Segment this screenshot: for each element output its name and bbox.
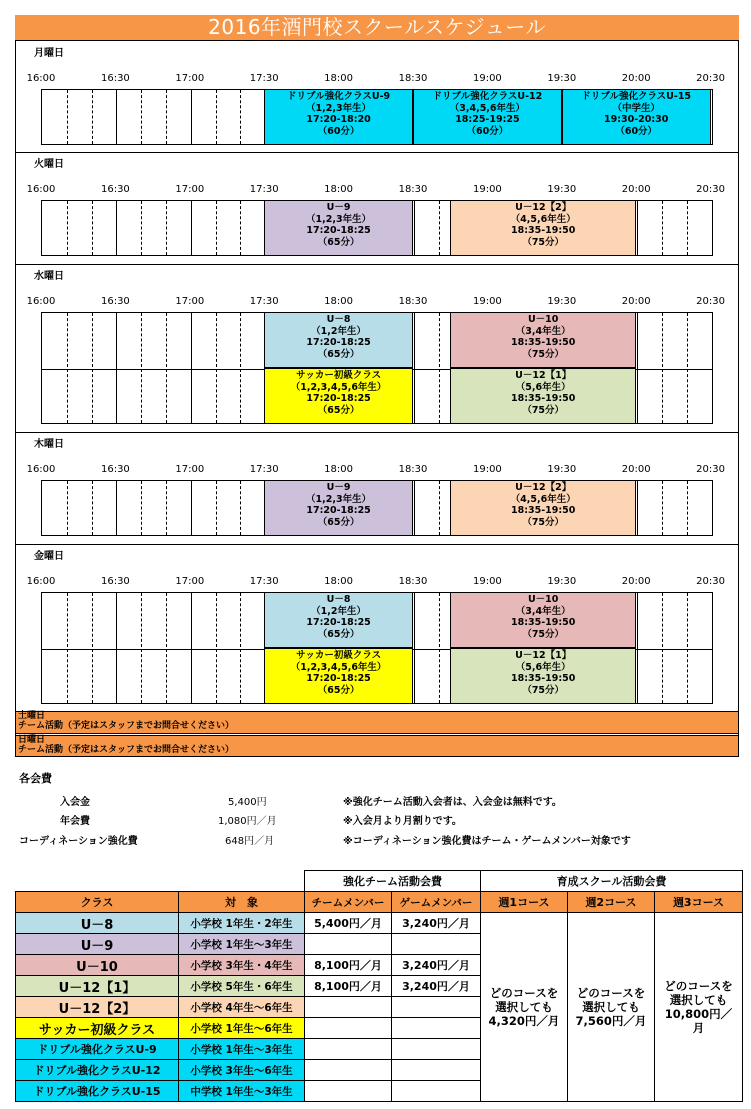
grid-line: [166, 90, 167, 144]
time-label: 19:00: [472, 184, 502, 195]
class-block-line: 18:35-19:50: [510, 393, 576, 404]
class-block-line: 18:35-19:50: [510, 673, 576, 684]
grid-line: [191, 313, 192, 423]
team-fee-cell: [305, 1018, 392, 1039]
page-title: 2016年酒門校スクールスケジュール: [15, 15, 739, 40]
class-block-line: （60分）: [317, 125, 360, 137]
time-label: 17:30: [249, 296, 279, 307]
class-block-line: （5,6年生）: [515, 661, 571, 673]
grid-line: [191, 90, 192, 144]
grid-line: [240, 313, 241, 423]
team-fee-cell: 5,400円／月: [305, 913, 392, 934]
game-fee-cell: [392, 997, 481, 1018]
class-block-line: （75分）: [522, 236, 565, 248]
grid-line: [141, 201, 142, 255]
class-block-line: 17:20-18:25: [306, 505, 371, 516]
time-label: 18:00: [324, 184, 354, 195]
time-label: 19:00: [472, 576, 502, 587]
time-label: 17:00: [175, 296, 205, 307]
class-block-line: （中学生）: [612, 102, 660, 114]
class-block-line: 17:20-18:25: [306, 617, 371, 628]
time-label: 17:30: [249, 73, 279, 84]
class-cell: U－12【1】: [16, 976, 179, 997]
team-fee-cell: 8,100円／月: [305, 976, 392, 997]
grid-line: [662, 593, 663, 703]
class-block: [264, 480, 413, 536]
grid-line: [414, 481, 415, 535]
weekend-row: [15, 711, 739, 734]
time-label: 17:00: [175, 184, 205, 195]
time-label: 18:00: [324, 576, 354, 587]
game-fee-cell: 3,240円／月: [392, 955, 481, 976]
class-block-line: サッカー初級クラス: [296, 370, 382, 381]
class-block: [264, 89, 413, 145]
weekend-day: 日曜日: [18, 735, 46, 745]
grid-line: [92, 90, 93, 144]
column-header: チームメンバー: [305, 892, 392, 913]
fee-label: 入会金: [60, 797, 90, 808]
time-label: 19:30: [547, 296, 577, 307]
weekend-row: [15, 735, 739, 757]
grid-line: [116, 201, 117, 255]
group-heading: 育成スクール活動会費: [481, 871, 743, 892]
class-block-line: （65分）: [317, 236, 360, 248]
target-cell: 小学校 1年生～6年生: [179, 1018, 305, 1039]
target-cell: 小学校 3年生～6年生: [179, 1060, 305, 1081]
grid-line: [439, 593, 440, 703]
day-divider: [16, 432, 738, 433]
grid-line: [116, 593, 117, 703]
class-block-line: サッカー初級クラス: [296, 650, 382, 661]
grid-line: [191, 201, 192, 255]
team-fee-cell: [305, 1060, 392, 1081]
grid-line: [637, 593, 638, 703]
grid-line: [116, 90, 117, 144]
time-label: 19:00: [472, 296, 502, 307]
grid-line: [637, 481, 638, 535]
fee-table: [15, 870, 743, 1102]
class-block-line: 18:35-19:50: [510, 337, 576, 348]
grid-line: [92, 481, 93, 535]
game-fee-cell: 3,240円／月: [392, 913, 481, 934]
class-block-line: ドリブル強化クラスU-12: [432, 91, 543, 102]
class-block-line: （1,2,3,4,5,6年生）: [290, 381, 387, 393]
class-block-line: （60分）: [466, 125, 509, 137]
team-fee-cell: [305, 934, 392, 955]
class-block-line: 19:30-20:30: [603, 114, 669, 125]
weekend-day: 土曜日: [18, 711, 46, 721]
time-label: 19:00: [472, 73, 502, 84]
class-block: [413, 89, 562, 145]
time-label: 20:00: [621, 464, 651, 475]
class-block-line: （75分）: [522, 348, 565, 360]
class-cell: サッカー初級クラス: [16, 1018, 179, 1039]
grid-line: [216, 481, 217, 535]
class-block-line: 18:25-19:25: [455, 114, 520, 125]
day-divider: [16, 544, 738, 545]
class-block-line: ドリブル強化クラスU-15: [581, 91, 692, 102]
grid-line: [141, 593, 142, 703]
time-label: 20:30: [696, 464, 726, 475]
class-block-line: U－9: [326, 482, 351, 493]
class-block-line: （65分）: [317, 404, 360, 416]
fee-note: ※強化チーム活動入会者は、入会金は無料です。: [343, 797, 562, 808]
target-cell: 小学校 4年生～6年生: [179, 997, 305, 1018]
time-label: 19:30: [547, 464, 577, 475]
time-label: 16:00: [26, 576, 56, 587]
class-block-line: （65分）: [317, 628, 360, 640]
day-name: 金曜日: [34, 551, 64, 562]
column-header: 週1コース: [481, 892, 568, 913]
class-block: [264, 648, 413, 704]
fee-value: 1,080円／月: [218, 816, 277, 827]
time-label: 18:00: [324, 464, 354, 475]
game-fee-cell: [392, 1081, 481, 1102]
class-block: [264, 368, 413, 424]
class-block-line: U－12【2】: [515, 482, 572, 493]
grid-line: [216, 201, 217, 255]
class-block-line: （75分）: [522, 404, 565, 416]
grid-line: [687, 313, 688, 423]
grid-line: [67, 90, 68, 144]
class-block-line: 17:20-18:25: [306, 673, 371, 684]
fee-table-group-row: [16, 871, 743, 892]
grid-line: [687, 593, 688, 703]
class-block: [264, 200, 413, 256]
class-block-line: U－12【1】: [515, 650, 572, 661]
grid-line: [439, 481, 440, 535]
time-label: 17:30: [249, 576, 279, 587]
grid-line: [240, 90, 241, 144]
target-cell: 小学校 1年生～3年生: [179, 934, 305, 955]
class-block-line: （1,2,3年生）: [306, 102, 372, 114]
class-block-line: （65分）: [317, 684, 360, 696]
grid-line: [166, 201, 167, 255]
time-label: 16:30: [100, 184, 130, 195]
time-label: 16:30: [100, 296, 130, 307]
time-label: 20:00: [621, 73, 651, 84]
time-label: 19:30: [547, 576, 577, 587]
grid-line: [662, 313, 663, 423]
grid-line: [240, 201, 241, 255]
class-block-line: （3,4年生）: [515, 605, 571, 617]
grid-line: [92, 593, 93, 703]
day-name: 月曜日: [34, 48, 64, 59]
day-name: 木曜日: [34, 439, 64, 450]
class-block-line: （5,6年生）: [515, 381, 571, 393]
grid-line: [637, 201, 638, 255]
fee-note: ※入会月より月割りです。: [343, 816, 462, 827]
team-fee-cell: [305, 1039, 392, 1060]
class-block-line: U－10: [527, 594, 559, 605]
grid-line: [67, 593, 68, 703]
grid-line: [191, 481, 192, 535]
class-block-line: U－10: [527, 314, 559, 325]
class-cell: ドリブル強化クラスU-12: [16, 1060, 179, 1081]
time-label: 16:00: [26, 184, 56, 195]
target-cell: 中学校 1年生～3年生: [179, 1081, 305, 1102]
target-cell: 小学校 5年生・6年生: [179, 976, 305, 997]
grid-line: [141, 90, 142, 144]
day-divider: [16, 152, 738, 153]
grid-line: [141, 481, 142, 535]
game-fee-cell: [392, 1060, 481, 1081]
fee-label: 年会費: [60, 816, 90, 827]
grid-line: [166, 481, 167, 535]
time-label: 17:00: [175, 464, 205, 475]
time-label: 20:30: [696, 184, 726, 195]
class-block: [450, 368, 636, 424]
class-block-line: 17:20-18:25: [306, 225, 371, 236]
class-block-line: （4,5,6年生）: [510, 213, 576, 225]
grid-line: [166, 593, 167, 703]
group-heading: 強化チーム活動会費: [305, 871, 481, 892]
course-fee-cell: どのコースを選択しても4,320円／月: [481, 913, 568, 1102]
fee-value: 648円／月: [225, 836, 275, 847]
grid-line: [216, 313, 217, 423]
grid-line: [67, 313, 68, 423]
class-block-line: （1,2年生）: [311, 325, 366, 337]
grid-line: [67, 481, 68, 535]
target-cell: 小学校 3年生・4年生: [179, 955, 305, 976]
grid-line: [166, 313, 167, 423]
grid-line: [414, 593, 415, 703]
class-block-line: 17:20-18:25: [306, 393, 371, 404]
class-block-line: ドリブル強化クラスU-9: [287, 91, 391, 102]
class-block-line: （1,2,3,4,5,6年生）: [290, 661, 387, 673]
time-label: 17:00: [175, 73, 205, 84]
time-label: 19:00: [472, 464, 502, 475]
grid-line: [240, 481, 241, 535]
class-cell: ドリブル強化クラスU-9: [16, 1039, 179, 1060]
fee-table-header-row: [16, 892, 743, 913]
team-fee-cell: [305, 1081, 392, 1102]
column-header: 週2コース: [568, 892, 655, 913]
time-label: 17:30: [249, 464, 279, 475]
time-label: 16:30: [100, 73, 130, 84]
target-cell: 小学校 1年生・2年生: [179, 913, 305, 934]
grid-line: [439, 201, 440, 255]
blank-cell: [16, 871, 305, 892]
time-label: 16:00: [26, 73, 56, 84]
time-label: 18:30: [398, 296, 428, 307]
class-block: [450, 592, 636, 648]
grid-line: [216, 90, 217, 144]
class-block-line: （60分）: [615, 125, 658, 137]
course-fee-cell: どのコースを選択しても7,560円／月: [568, 913, 655, 1102]
grid-line: [92, 201, 93, 255]
team-fee-cell: 8,100円／月: [305, 955, 392, 976]
column-header: クラス: [16, 892, 179, 913]
class-block-line: 17:20-18:25: [306, 337, 371, 348]
time-label: 18:30: [398, 576, 428, 587]
time-label: 20:30: [696, 296, 726, 307]
grid-line: [116, 313, 117, 423]
class-block-line: （1,2,3年生）: [306, 213, 372, 225]
class-cell: U－8: [16, 913, 179, 934]
grid-line: [687, 201, 688, 255]
time-label: 20:00: [621, 576, 651, 587]
class-block-line: U－12【2】: [515, 202, 572, 213]
class-block-line: U－12【1】: [515, 370, 572, 381]
class-block: [450, 312, 636, 368]
fee-note: ※コーディネーション強化費はチーム・ゲームメンバー対象です: [343, 836, 631, 847]
fees-heading: 各会費: [19, 772, 52, 785]
class-block: [450, 480, 636, 536]
game-fee-cell: 3,240円／月: [392, 976, 481, 997]
time-label: 18:30: [398, 73, 428, 84]
class-block-line: （1,2,3年生）: [306, 493, 372, 505]
grid-line: [439, 313, 440, 423]
grid-line: [662, 481, 663, 535]
grid-line: [637, 313, 638, 423]
time-label: 20:30: [696, 576, 726, 587]
time-label: 18:00: [324, 73, 354, 84]
course-fee-cell: どのコースを選択しても10,800円／月: [655, 913, 743, 1102]
weekend-note: チーム活動（予定はスタッフまでお問合せください）: [18, 720, 235, 731]
column-header: ゲームメンバー: [392, 892, 481, 913]
class-block-line: （3,4,5,6年生）: [449, 102, 526, 114]
class-block-line: 17:20-18:20: [306, 114, 371, 125]
class-block-line: 18:35-19:50: [510, 617, 576, 628]
class-block-line: （75分）: [522, 628, 565, 640]
class-block-line: （3,4年生）: [515, 325, 571, 337]
weekend-note: チーム活動（予定はスタッフまでお問合せください）: [18, 744, 235, 755]
class-block-line: （65分）: [317, 348, 360, 360]
time-label: 16:00: [26, 296, 56, 307]
class-block: [264, 592, 413, 648]
class-block-line: （4,5,6年生）: [510, 493, 576, 505]
fee-value: 5,400円: [228, 797, 267, 808]
time-label: 20:00: [621, 184, 651, 195]
class-block-line: （1,2年生）: [311, 605, 366, 617]
grid-line: [662, 201, 663, 255]
target-cell: 小学校 1年生～3年生: [179, 1039, 305, 1060]
class-block-line: （75分）: [522, 516, 565, 528]
time-label: 20:00: [621, 296, 651, 307]
time-label: 17:00: [175, 576, 205, 587]
class-cell: U－9: [16, 934, 179, 955]
day-name: 火曜日: [34, 159, 64, 170]
schedule: [15, 40, 739, 755]
class-block-line: U－8: [326, 594, 351, 605]
day-divider: [16, 264, 738, 265]
time-label: 18:00: [324, 296, 354, 307]
game-fee-cell: [392, 934, 481, 955]
class-block: [450, 200, 636, 256]
time-label: 16:30: [100, 464, 130, 475]
grid-line: [141, 313, 142, 423]
grid-line: [191, 593, 192, 703]
class-cell: ドリブル強化クラスU-15: [16, 1081, 179, 1102]
grid-line: [240, 593, 241, 703]
grid-line: [414, 313, 415, 423]
grid-line: [92, 313, 93, 423]
grid-line: [116, 481, 117, 535]
class-block-line: U－8: [326, 314, 351, 325]
time-label: 18:30: [398, 184, 428, 195]
team-fee-cell: [305, 997, 392, 1018]
fee-label: コーディネーション強化費: [19, 836, 138, 847]
day-name: 水曜日: [34, 271, 64, 282]
class-cell: U－10: [16, 955, 179, 976]
column-header: 週3コース: [655, 892, 743, 913]
class-cell: U－12【2】: [16, 997, 179, 1018]
class-block-line: U－9: [326, 202, 351, 213]
grid-line: [414, 201, 415, 255]
class-block: [450, 648, 636, 704]
grid-line: [687, 481, 688, 535]
time-label: 20:30: [696, 73, 726, 84]
class-block: [264, 312, 413, 368]
class-block-line: 18:35-19:50: [510, 225, 576, 236]
time-label: 16:30: [100, 576, 130, 587]
class-block-line: （65分）: [317, 516, 360, 528]
grid-line: [216, 593, 217, 703]
time-label: 19:30: [547, 73, 577, 84]
class-block-line: （75分）: [522, 684, 565, 696]
fee-table-row: [16, 913, 743, 934]
game-fee-cell: [392, 1039, 481, 1060]
time-label: 19:30: [547, 184, 577, 195]
grid-line: [67, 201, 68, 255]
class-block: [562, 89, 711, 145]
column-header: 対 象: [179, 892, 305, 913]
game-fee-cell: [392, 1018, 481, 1039]
time-label: 16:00: [26, 464, 56, 475]
time-label: 18:30: [398, 464, 428, 475]
class-block-line: 18:35-19:50: [510, 505, 576, 516]
time-label: 17:30: [249, 184, 279, 195]
